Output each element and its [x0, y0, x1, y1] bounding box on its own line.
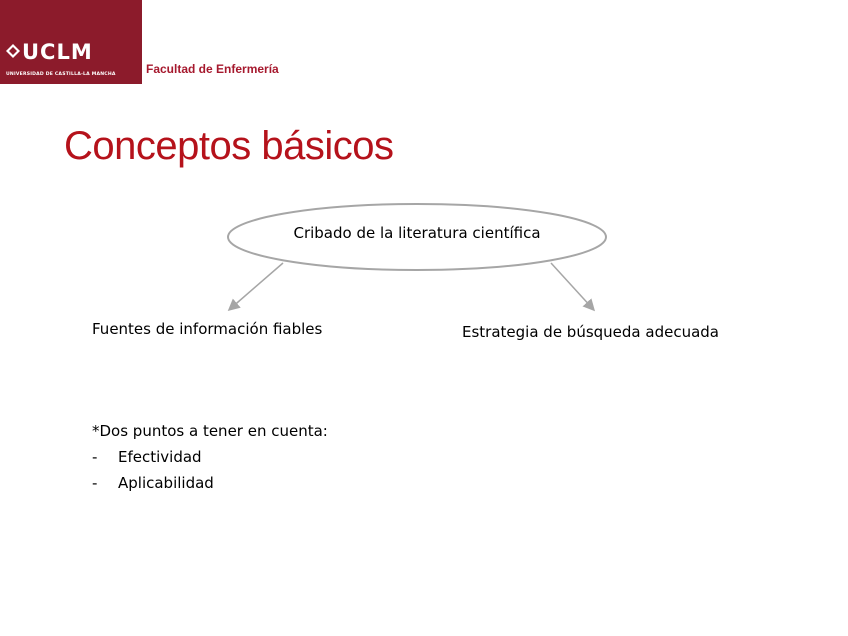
logo-wordmark: UCLM: [22, 40, 93, 64]
right-arrow: [551, 263, 593, 309]
logo-university-name: UNIVERSIDAD DE CASTILLA-LA MANCHA: [6, 72, 116, 77]
list-item: [92, 470, 328, 496]
list-bullet: -: [92, 448, 98, 466]
right-branch-label: Estrategia de búsqueda adecuada: [462, 323, 719, 341]
notes-heading: *Dos puntos a tener en cuenta:: [92, 422, 328, 440]
notes-list: [92, 444, 328, 496]
list-bullet: -: [92, 474, 98, 492]
notes-block: [92, 418, 328, 496]
list-item-text: Efectividad: [118, 448, 202, 466]
list-item: [92, 444, 328, 470]
left-arrow: [230, 263, 283, 309]
slide-title: Conceptos básicos: [64, 124, 394, 168]
faculty-name: Facultad de Enfermería: [146, 62, 279, 76]
center-node-label: Cribado de la literatura científica: [293, 224, 541, 242]
list-item-text: Aplicabilidad: [118, 474, 214, 492]
left-branch-label: Fuentes de información fiables: [92, 320, 323, 338]
